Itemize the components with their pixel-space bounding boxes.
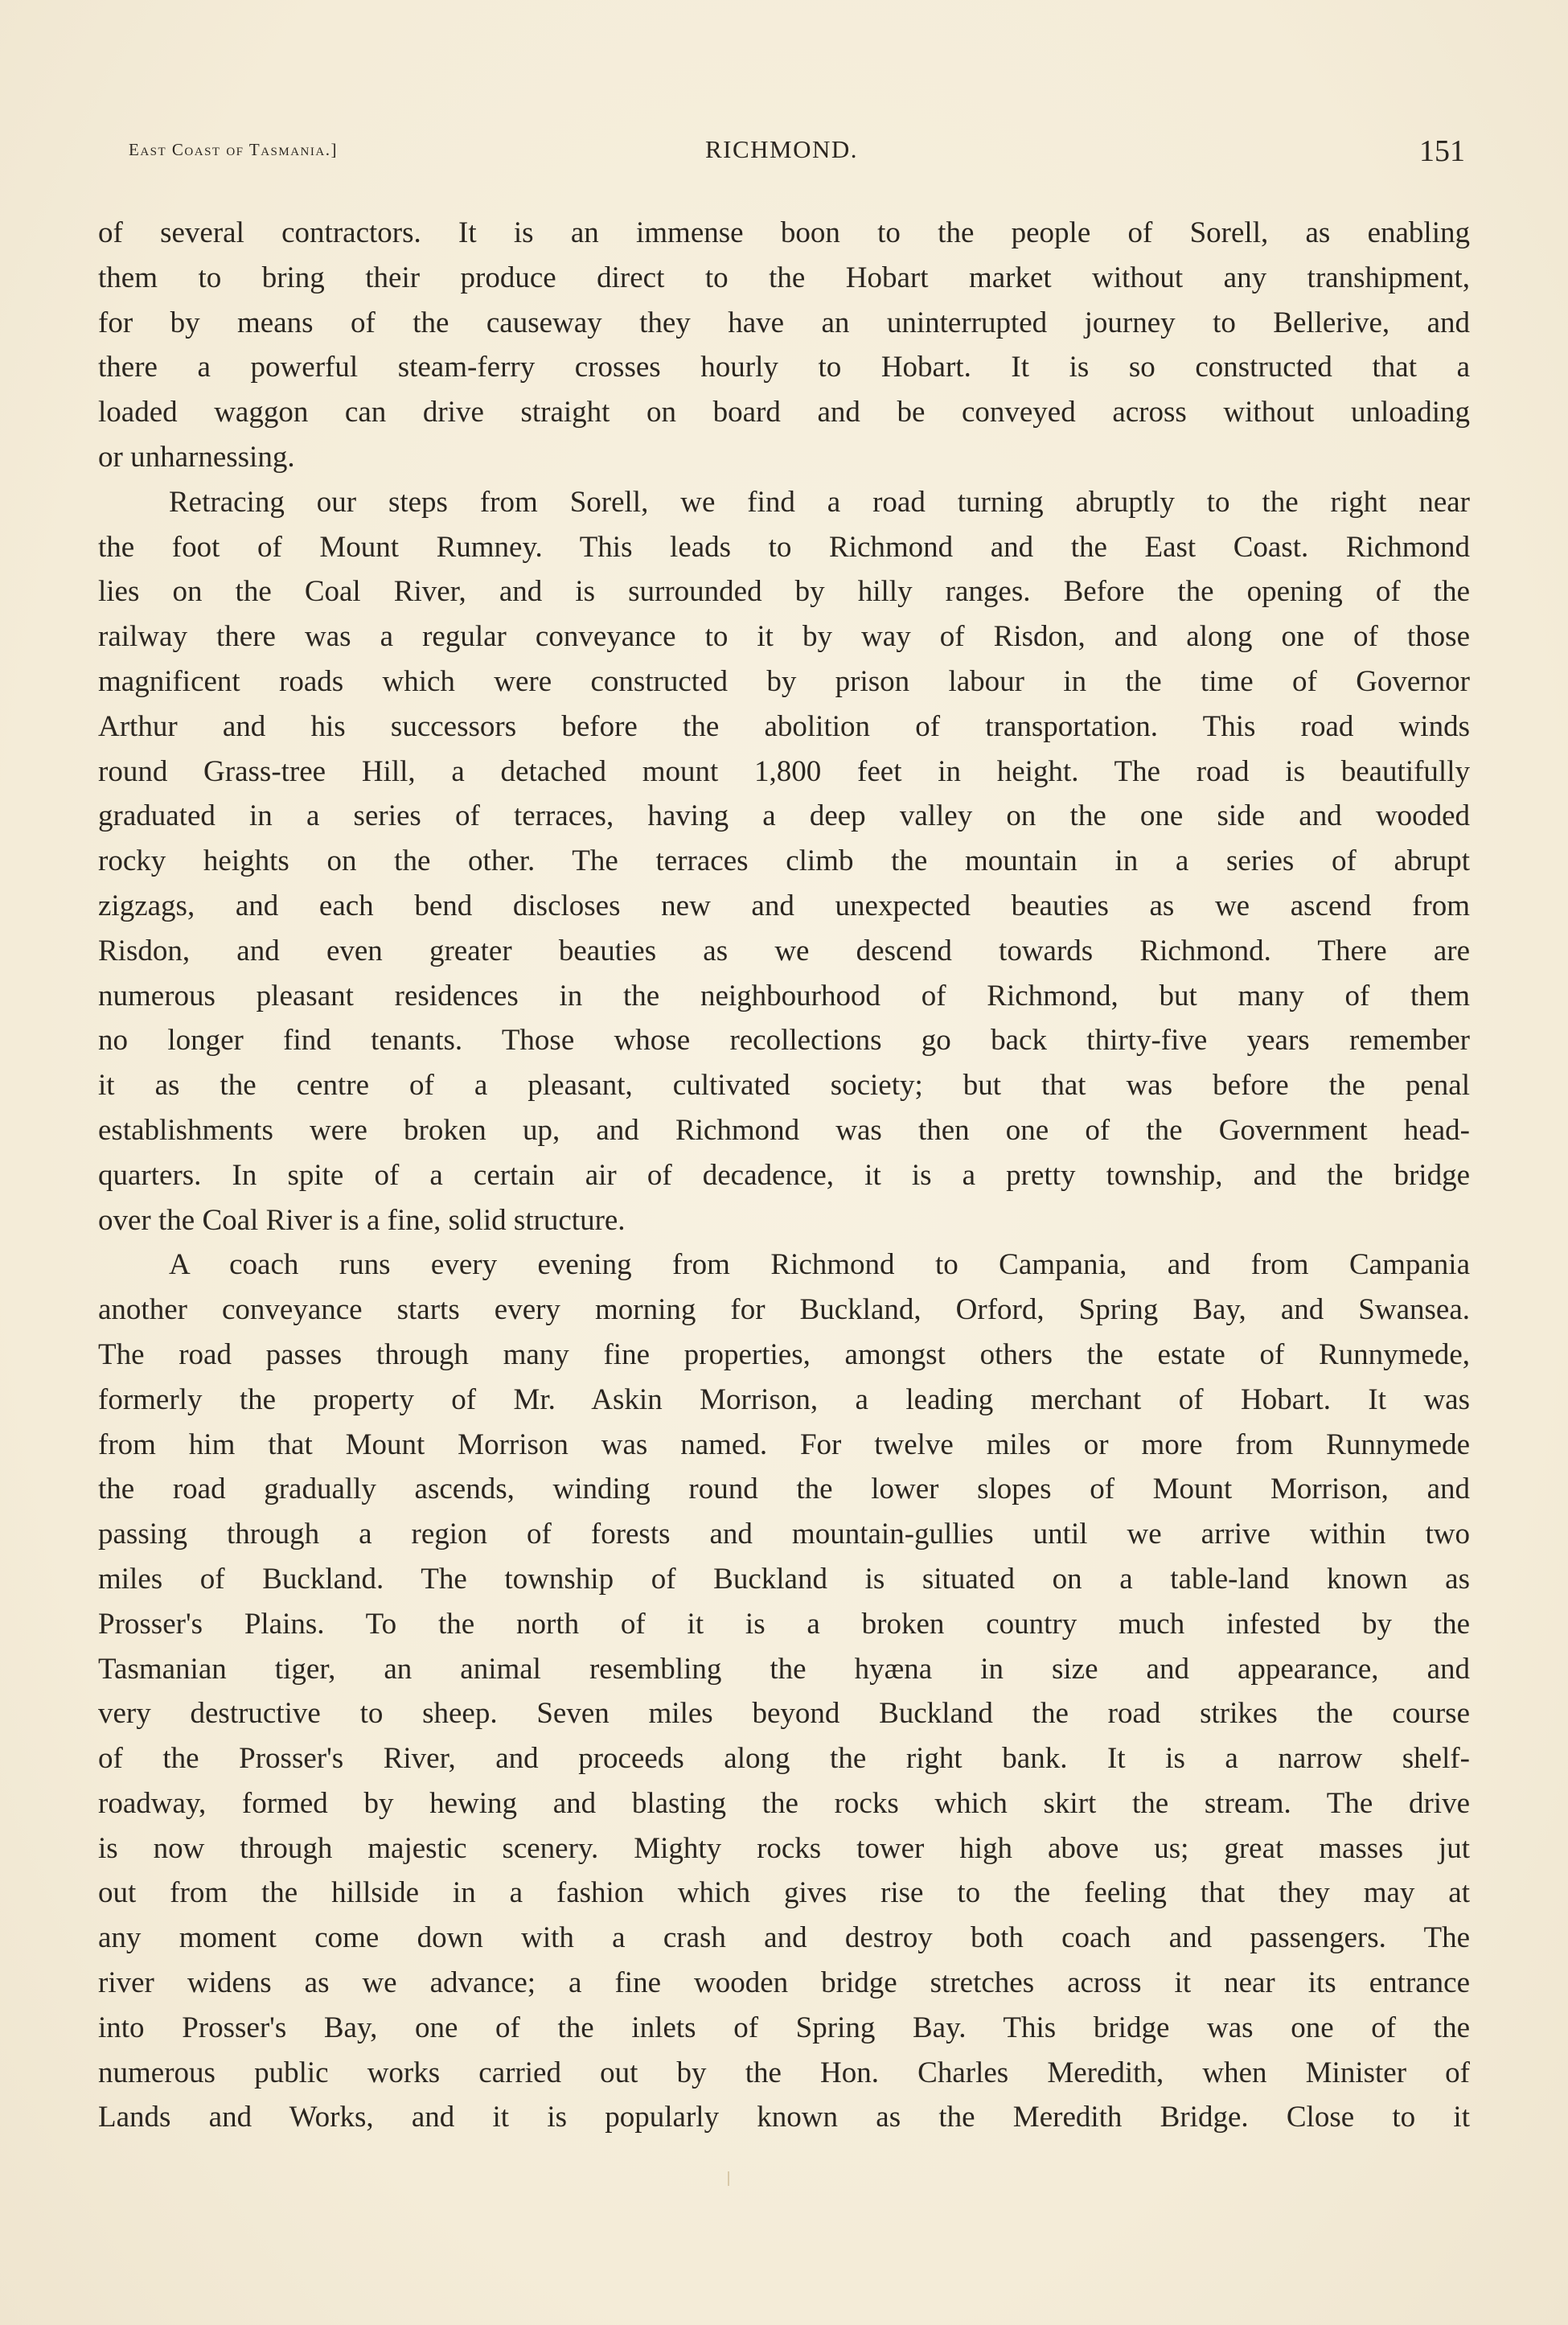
- text-line: very destructive to sheep. Seven miles beyond Buckland the road strikes the course: [98, 1697, 1470, 1731]
- text-line: miles of Buckland. The township of Buckland is situated on a table-land known as: [98, 1562, 1470, 1596]
- text-line: loaded waggon can drive straight on board and be conveyed across without unloading: [98, 396, 1470, 429]
- chapter-title: RICHMOND.: [704, 135, 859, 163]
- text-line: A coach runs every evening from Richmond to Campania, and from Campania: [169, 1248, 1470, 1282]
- text-line: for by means of the causeway they have an uninterrupted journey to Bellerive, and: [98, 306, 1470, 339]
- text-line: magnificent roads which were constructed by prison labour in the time of Governor: [98, 664, 1470, 698]
- text-line: numerous pleasant residences in the neighbourhood of Richmond, but many of them: [98, 979, 1470, 1013]
- text-line: lies on the Coal River, and is surrounded by hilly ranges. Before the opening of the: [98, 575, 1470, 609]
- text-line: or unharnessing.: [98, 440, 295, 474]
- text-line: rocky heights on the other. The terraces climb the mountain in a series of abrupt: [98, 844, 1470, 878]
- text-line: Lands and Works, and it is popularly known as the Meredith Bridge. Close to it: [98, 2101, 1470, 2134]
- text-line: no longer find tenants. Those whose recollections go back thirty-five years remember: [98, 1024, 1470, 1058]
- text-line: Prosser's Plains. To the north of it is a broken country much infested by the: [98, 1607, 1470, 1641]
- text-line: quarters. In spite of a certain air of decadence, it is a pretty township, and the bridge: [98, 1158, 1470, 1192]
- text-line: Arthur and his successors before the abolition of transportation. This road winds: [98, 709, 1470, 743]
- text-line: another conveyance starts every morning for Buckland, Orford, Spring Bay, and Swansea.: [98, 1293, 1470, 1327]
- text-line: Risdon, and even greater beauties as we descend towards Richmond. There are: [98, 934, 1470, 967]
- text-line: the road gradually ascends, winding round the lower slopes of Mount Morrison, and: [98, 1473, 1470, 1506]
- running-head: [98, 135, 1465, 167]
- text-line: of several contractors. It is an immense boon to the people of Sorell, as enabling: [98, 216, 1470, 249]
- text-line: Tasmanian tiger, an animal resembling the hyæna in size and appearance, and: [98, 1652, 1470, 1686]
- text-line: out from the hillside in a fashion which gives rise to the feeling that they may at: [98, 1876, 1470, 1910]
- page-number: 151: [1419, 134, 1465, 168]
- text-line: establishments were broken up, and Richmond was then one of the Government head-: [98, 1113, 1470, 1147]
- text-line: The road passes through many fine properties, amongst others the estate of Runnymede,: [98, 1337, 1470, 1371]
- text-line: river widens as we advance; a fine wooden bridge stretches across it near its entrance: [98, 1966, 1470, 2000]
- text-line: from him that Mount Morrison was named. For twelve miles or more from Runnymede: [98, 1427, 1470, 1461]
- body-text: [98, 211, 1470, 2140]
- text-line: the foot of Mount Rumney. This leads to Richmond and the East Coast. Richmond: [98, 530, 1470, 564]
- text-line: railway there was a regular conveyance to it by way of Risdon, and along one of those: [98, 620, 1470, 654]
- text-line: them to bring their produce direct to the Hobart market without any transhipment,: [98, 261, 1470, 294]
- text-line: it as the centre of a pleasant, cultivated society; but that was before the penal: [98, 1069, 1470, 1103]
- text-line: of the Prosser's River, and proceeds along the right bank. It is a narrow shelf-: [98, 1742, 1470, 1776]
- text-line: round Grass-tree Hill, a detached mount 1,800 feet in height. The road is beautifully: [98, 754, 1470, 788]
- text-line: numerous public works carried out by the Hon. Charles Meredith, when Minister of: [98, 2056, 1470, 2089]
- text-line: over the Coal River is a fine, solid structure.: [98, 1203, 626, 1237]
- text-line: Retracing our steps from Sorell, we find a road turning abruptly to the right near: [169, 485, 1470, 519]
- text-line: any moment come down with a crash and destroy both coach and passengers. The: [98, 1921, 1470, 1955]
- text-line: into Prosser's Bay, one of the inlets of Spring Bay. This bridge was one of the: [98, 2011, 1470, 2044]
- text-line: there a powerful steam-ferry crosses hourly to Hobart. It is so constructed that a: [98, 351, 1470, 384]
- section-title: East Coast of Tasmania.]: [129, 140, 338, 159]
- text-line: graduated in a series of terraces, having a deep valley on the one side and wooded: [98, 799, 1470, 833]
- text-line: is now through majestic scenery. Mighty rocks tower high above us; great masses jut: [98, 1831, 1470, 1865]
- text-line: formerly the property of Mr. Askin Morrison, a leading merchant of Hobart. It was: [98, 1382, 1470, 1416]
- text-line: passing through a region of forests and mountain-gullies until we arrive within two: [98, 1518, 1470, 1551]
- text-line: zigzags, and each bend discloses new and unexpected beauties as we ascend from: [98, 889, 1470, 922]
- text-line: roadway, formed by hewing and blasting the rocks which skirt the stream. The drive: [98, 1786, 1470, 1820]
- page-speck: [728, 2171, 729, 2186]
